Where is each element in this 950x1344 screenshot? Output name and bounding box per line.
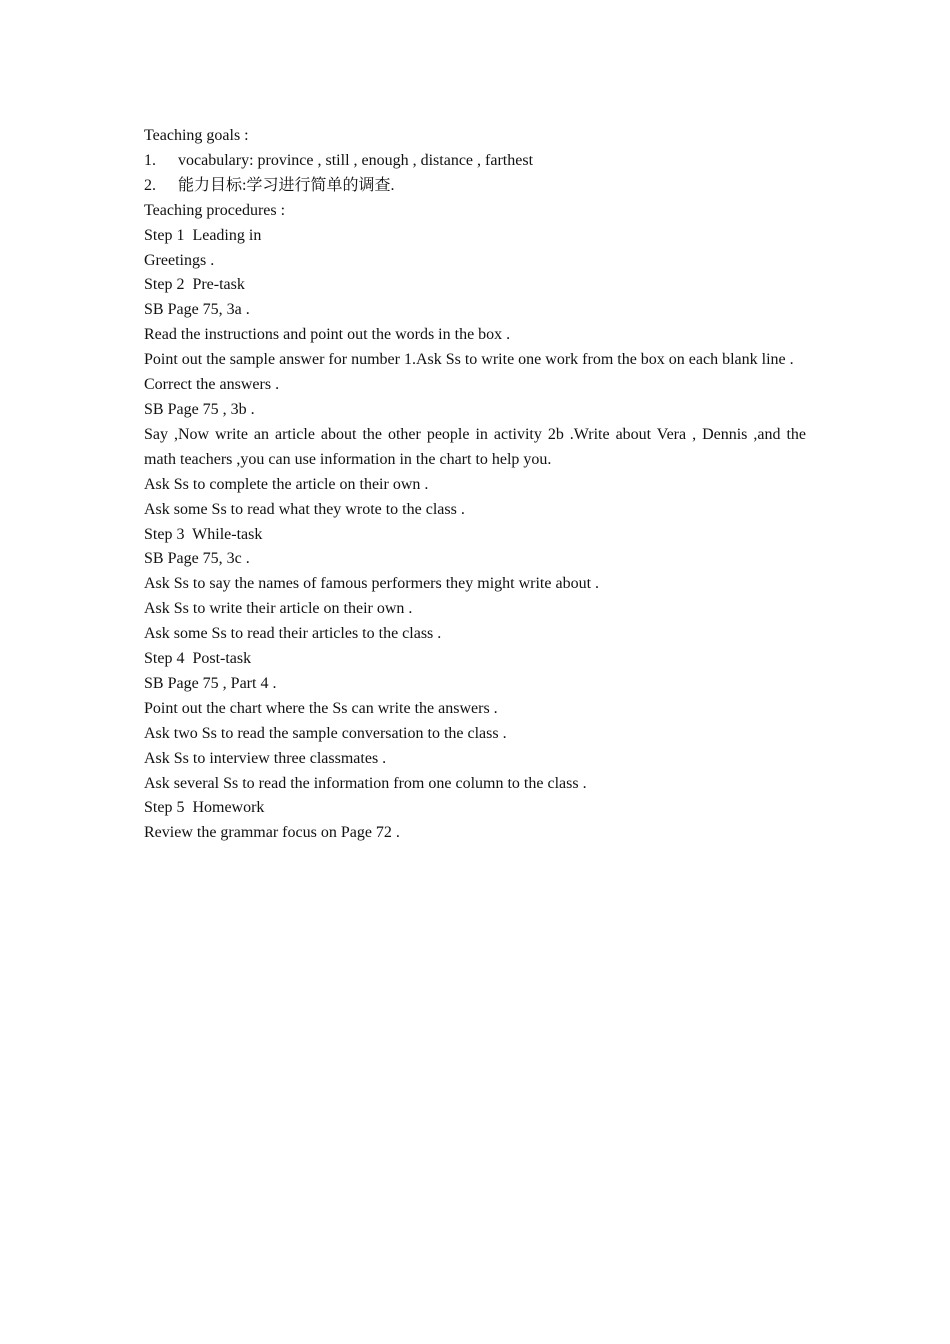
goal-item-1 <box>144 149 806 174</box>
goals-heading: Teaching goals : <box>144 127 249 144</box>
paragraph: Ask Ss to say the names of famous performers they might write about . <box>144 575 600 593</box>
paragraph: Ask some Ss to read what they wrote to the class . <box>144 500 465 518</box>
goal-text: vocabulary: province , still , enough , distance , farthest <box>178 151 534 169</box>
goal-item-2 <box>144 174 806 199</box>
paragraph: Ask some Ss to read their articles to the class . <box>144 625 442 643</box>
paragraph: SB Page 75 , Part 4 . <box>144 674 277 692</box>
document-body <box>144 124 806 846</box>
paragraph: Ask Ss to interview three classmates . <box>144 749 387 767</box>
paragraph: Ask Ss to write their article on their own . <box>144 600 413 618</box>
paragraph: Point out the chart where the Ss can write the answers . <box>144 699 498 717</box>
goal-number: 2. <box>144 176 156 194</box>
paragraph: SB Page 75, 3a . <box>144 301 250 319</box>
step-4-title: Step 4 Post-task <box>144 650 252 668</box>
paragraph: Point out the sample answer for number 1.Ask Ss to write one work from the box on each blank line . <box>144 351 794 369</box>
step-5-title: Step 5 Homework <box>144 799 265 817</box>
paragraph: Ask Ss to complete the article on their own . <box>144 475 429 493</box>
goal-number: 1. <box>144 151 156 169</box>
procedures-heading: Teaching procedures : <box>144 201 286 219</box>
paragraph: SB Page 75, 3c . <box>144 550 250 568</box>
paragraph: Review the grammar focus on Page 72 . <box>144 824 400 842</box>
paragraph: Read the instructions and point out the words in the box . <box>144 326 511 344</box>
step-3-title: Step 3 While-task <box>144 525 263 543</box>
paragraph: Correct the answers . <box>144 376 280 394</box>
paragraph: Ask several Ss to read the information from one column to the class . <box>144 774 587 792</box>
step-1-title: Step 1 Leading in <box>144 226 262 244</box>
paragraph: Say ,Now write an article about the other people in activity 2b .Write about Vera , Dennis ,and the math teachers ,you can use information in the chart to help you. <box>144 425 806 468</box>
paragraph: SB Page 75 , 3b . <box>144 400 255 418</box>
paragraph: Ask two Ss to read the sample conversation to the class . <box>144 724 507 742</box>
goal-text: 能力目标:学习进行简单的调查. <box>178 176 395 194</box>
step-2-title: Step 2 Pre-task <box>144 276 245 294</box>
paragraph: Greetings . <box>144 251 215 269</box>
